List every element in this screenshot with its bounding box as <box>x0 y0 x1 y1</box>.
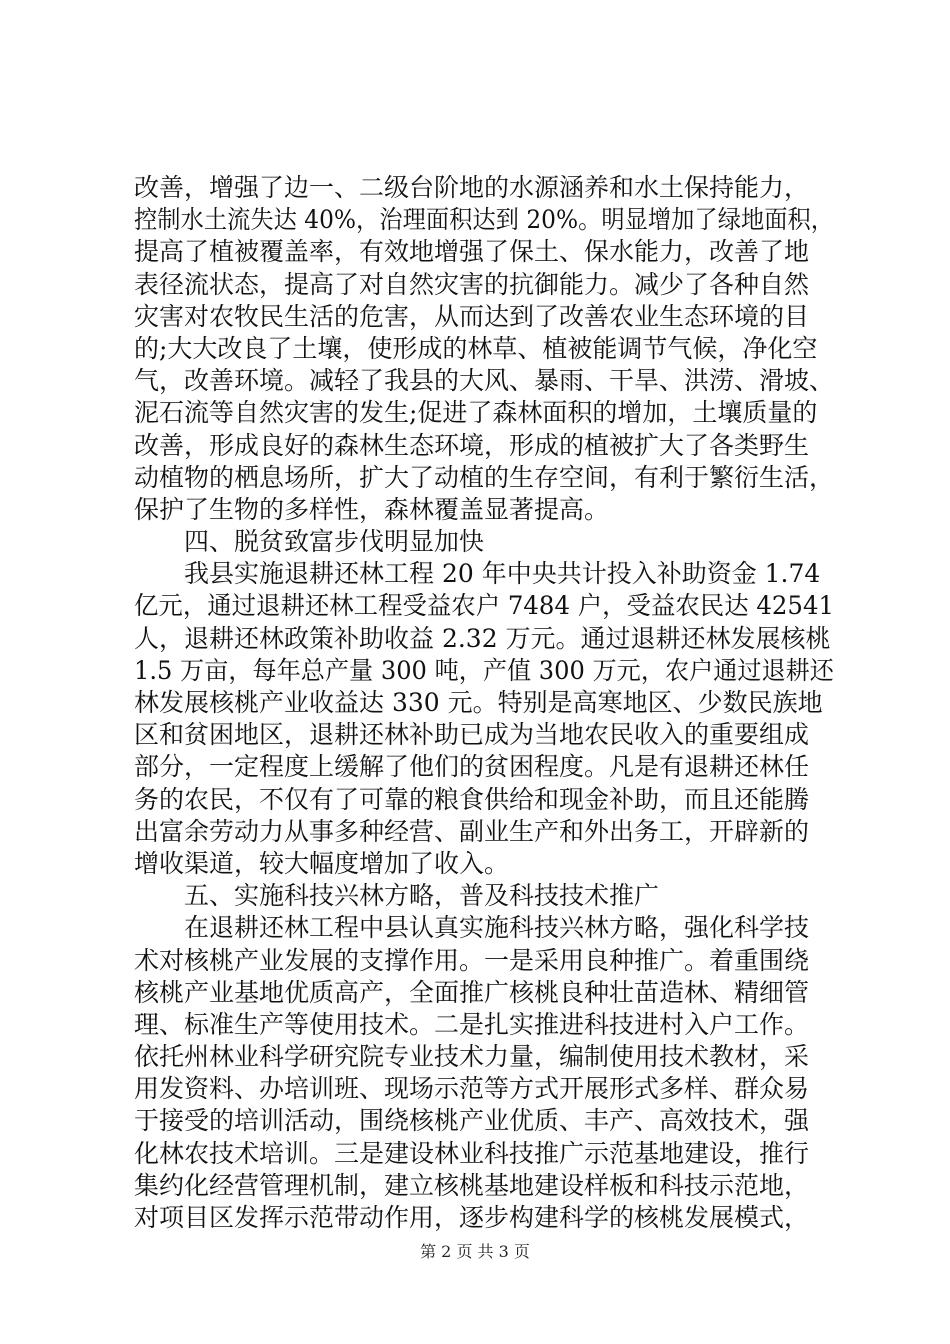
text-line: 1.5 万亩，每年总产量 300 吨，产值 300 万元，农户通过退耕还 <box>134 655 834 685</box>
text-line: 出富余劳动力从事多种经营、副业生产和外出务工，开辟新的 <box>134 816 810 846</box>
text-line: 亿元，通过退耕还林工程受益农户 7484 户，受益农民达 42541 <box>134 591 835 621</box>
text-line: 增收渠道，较大幅度增加了收入。 <box>134 848 510 878</box>
text-line: 保护了生物的多样性，森林覆盖显著提高。 <box>134 494 610 524</box>
text-line: 术对核桃产业发展的支撑作用。一是采用良种推广。着重围绕 <box>134 945 810 975</box>
text-line: 依托州林业科学研究院专业技术力量，编制使用技术教材，采 <box>134 1042 810 1072</box>
text-line: 于接受的培训活动，围绕核桃产业优质、丰产、高效技术，强 <box>134 1106 810 1136</box>
text-line: 五、实施科技兴林方略，普及科技技术推广 <box>134 881 660 911</box>
body-text <box>134 172 834 1234</box>
text-line: 的;大大改良了土壤，使形成的林草、植被能调节气候，净化空 <box>134 333 818 363</box>
text-line: 务的农民，不仅有了可靠的粮食供给和现金补助，而且还能腾 <box>134 784 810 814</box>
text-line: 提高了植被覆盖率，有效地增强了保土、保水能力，改善了地 <box>134 237 810 267</box>
text-line: 泥石流等自然灾害的发生;促进了森林面积的增加，土壤质量的 <box>134 398 818 428</box>
text-line: 改善，增强了边一、二级台阶地的水源涵养和水土保持能力， <box>134 173 810 202</box>
text-line: 区和贫困地区，退耕还林补助已成为当地农民收入的重要组成 <box>134 720 810 750</box>
text-line: 部分，一定程度上缓解了他们的贫困程度。凡是有退耕还林任 <box>134 752 810 782</box>
text-line: 控制水土流失达 40%，治理面积达到 20%。明显增加了绿地面积， <box>134 205 835 235</box>
text-line: 用发资料、办培训班、现场示范等方式开展形式多样、群众易 <box>134 1074 810 1104</box>
text-line: 林发展核桃产业收益达 330 元。特别是高寒地区、少数民族地 <box>134 688 823 717</box>
text-line: 动植物的栖息场所，扩大了动植的生存空间，有利于繁衍生活， <box>134 462 835 492</box>
text-line: 表径流状态，提高了对自然灾害的抗御能力。减少了各种自然 <box>134 269 810 299</box>
text-line: 核桃产业基地优质高产，全面推广核桃良种壮苗造林、精细管 <box>134 977 810 1007</box>
page-footer: 第 2 页 共 3 页 <box>420 1242 530 1261</box>
text-line: 气，改善环境。减轻了我县的大风、暴雨、干旱、洪涝、滑坡、 <box>134 366 835 396</box>
text-line: 在退耕还林工程中县认真实施科技兴林方略，强化科学技 <box>134 913 810 943</box>
text-line: 集约化经营管理机制，建立核桃基地建设样板和科技示范地， <box>134 1170 810 1200</box>
text-line: 化林农技术培训。三是建设林业科技推广示范基地建设，推行 <box>134 1138 810 1168</box>
text-line: 灾害对农牧民生活的危害，从而达到了改善农业生态环境的目 <box>134 301 810 331</box>
text-line: 对项目区发挥示范带动作用，逐步构建科学的核桃发展模式， <box>134 1203 810 1232</box>
text-line: 人，退耕还林政策补助收益 2.32 万元。通过退耕还林发展核桃 <box>134 623 831 653</box>
text-line: 改善，形成良好的森林生态环境，形成的植被扩大了各类野生 <box>134 430 810 460</box>
text-line: 理、标准生产等使用技术。二是扎实推进科技进村入户工作。 <box>134 1009 810 1039</box>
text-line: 四、脱贫致富步伐明显加快 <box>134 527 485 557</box>
text-line: 我县实施退耕还林工程 20 年中央共计投入补助资金 1.74 <box>134 559 821 589</box>
